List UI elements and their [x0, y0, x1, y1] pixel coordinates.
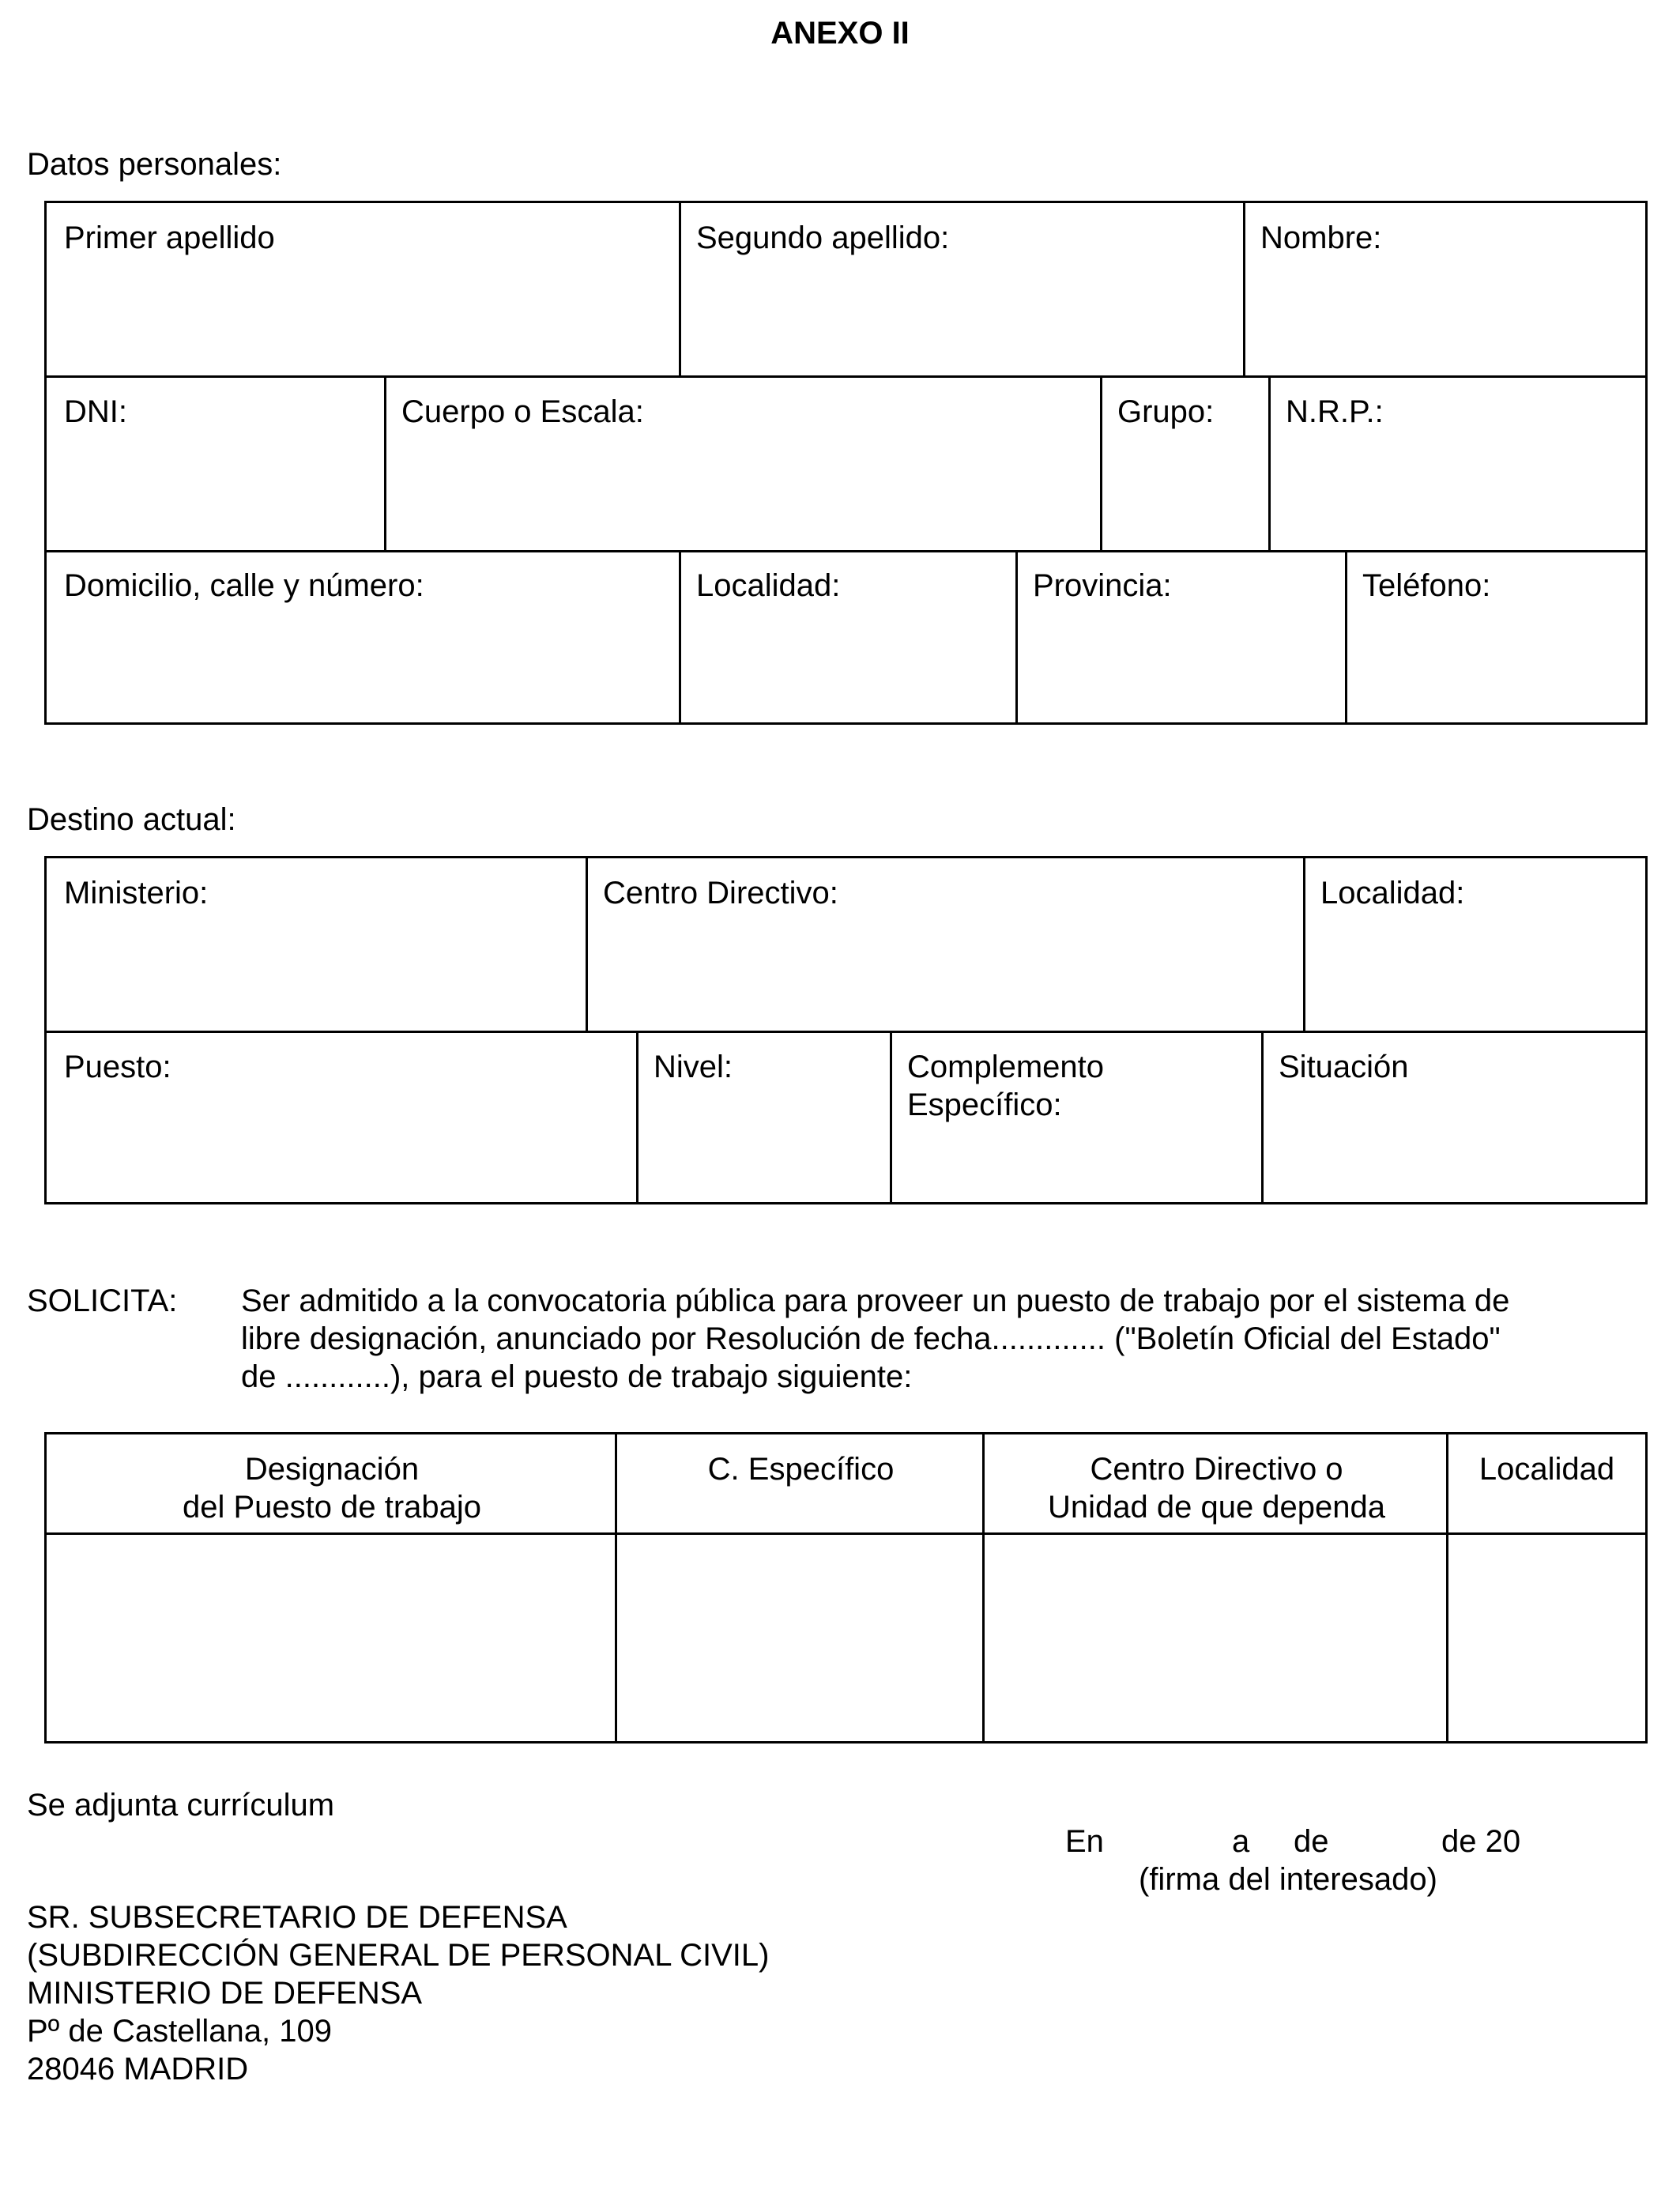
nivel-label: Nivel:	[654, 1050, 733, 1084]
row-divider	[47, 550, 1645, 552]
address-line-4: Pº de Castellana, 109	[27, 2014, 332, 2049]
datos-personales-label: Datos personales:	[27, 147, 282, 182]
especifico-label: Específico:	[907, 1088, 1062, 1122]
header-localidad: Localidad	[1478, 1452, 1615, 1487]
localidad-destino-label: Localidad:	[1320, 876, 1465, 910]
col-divider	[1303, 858, 1305, 1031]
centro-directivo-label: Centro Directivo:	[603, 876, 838, 910]
grupo-label: Grupo:	[1117, 394, 1215, 429]
solicita-label: SOLICITA:	[27, 1284, 178, 1318]
complemento-label: Complemento	[907, 1050, 1105, 1084]
row-divider	[47, 1031, 1645, 1033]
col-divider	[1268, 376, 1271, 552]
header-designacion-line-1: Designación	[244, 1452, 420, 1487]
segundo-apellido-label: Segundo apellido:	[696, 221, 950, 255]
fecha-de-20: de 20	[1441, 1824, 1521, 1859]
col-divider	[679, 551, 681, 725]
header-centro-line-1: Centro Directivo o	[1090, 1452, 1343, 1487]
nombre-label: Nombre:	[1260, 221, 1382, 255]
col-divider	[679, 203, 681, 376]
provincia-label: Provincia:	[1033, 568, 1172, 603]
fecha-a: a	[1232, 1824, 1250, 1859]
solicita-line-1: Ser admitido a la convocatoria pública para proveer un puesto de trabajo por el sistema de	[241, 1284, 1510, 1318]
destino-actual-label: Destino actual:	[27, 802, 236, 837]
header-centro-directivo	[985, 1450, 1448, 1526]
header-c-especifico: C. Específico	[707, 1452, 895, 1487]
ministerio-label: Ministerio:	[64, 876, 209, 910]
destino-actual-table	[44, 856, 1648, 1204]
col-divider	[1261, 1031, 1264, 1204]
dni-label: DNI:	[64, 394, 127, 429]
header-centro-line-2: Unidad de que dependa	[1047, 1490, 1386, 1525]
telefono-label: Teléfono:	[1362, 568, 1491, 603]
col-divider	[636, 1031, 638, 1204]
row-divider	[47, 375, 1645, 378]
primer-apellido-label: Primer apellido	[64, 221, 275, 255]
fecha-de: de	[1294, 1824, 1329, 1859]
solicita-line-3: de ............), para el puesto de trabajo siguiente:	[241, 1359, 913, 1394]
domicilio-label: Domicilio, calle y número:	[64, 568, 424, 603]
lugar-en: En	[1065, 1824, 1104, 1859]
firma-interesado: (firma del interesado)	[1139, 1862, 1437, 1897]
col-divider	[586, 858, 588, 1031]
curriculum-note: Se adjunta currículum	[27, 1788, 335, 1823]
localidad-label: Localidad:	[696, 568, 841, 603]
header-designacion-line-2: del Puesto de trabajo	[182, 1490, 482, 1525]
header-designacion	[47, 1450, 617, 1526]
col-divider	[1100, 376, 1102, 552]
address-line-5: 28046 MADRID	[27, 2052, 249, 2087]
solicita-line-2: libre designación, anunciado por Resolución de fecha............. ("Boletín Oficial del Estado"	[241, 1321, 1501, 1356]
nrp-label: N.R.P.:	[1286, 394, 1384, 429]
col-divider	[1243, 203, 1245, 376]
puesto-label: Puesto:	[64, 1050, 171, 1084]
situacion-label: Situación	[1279, 1050, 1409, 1084]
col-divider	[890, 1031, 892, 1204]
address-line-1: SR. SUBSECRETARIO DE DEFENSA	[27, 1900, 567, 1935]
address-line-2: (SUBDIRECCIÓN GENERAL DE PERSONAL CIVIL)	[27, 1938, 770, 1973]
page-title: ANEXO II	[770, 16, 910, 51]
col-divider	[1015, 551, 1018, 725]
header-divider	[47, 1532, 1645, 1535]
col-divider	[1345, 551, 1347, 725]
puesto-table	[44, 1432, 1648, 1744]
datos-personales-table	[44, 201, 1648, 725]
cuerpo-escala-label: Cuerpo o Escala:	[401, 394, 644, 429]
address-line-3: MINISTERIO DE DEFENSA	[27, 1976, 423, 2011]
col-divider	[384, 376, 386, 552]
